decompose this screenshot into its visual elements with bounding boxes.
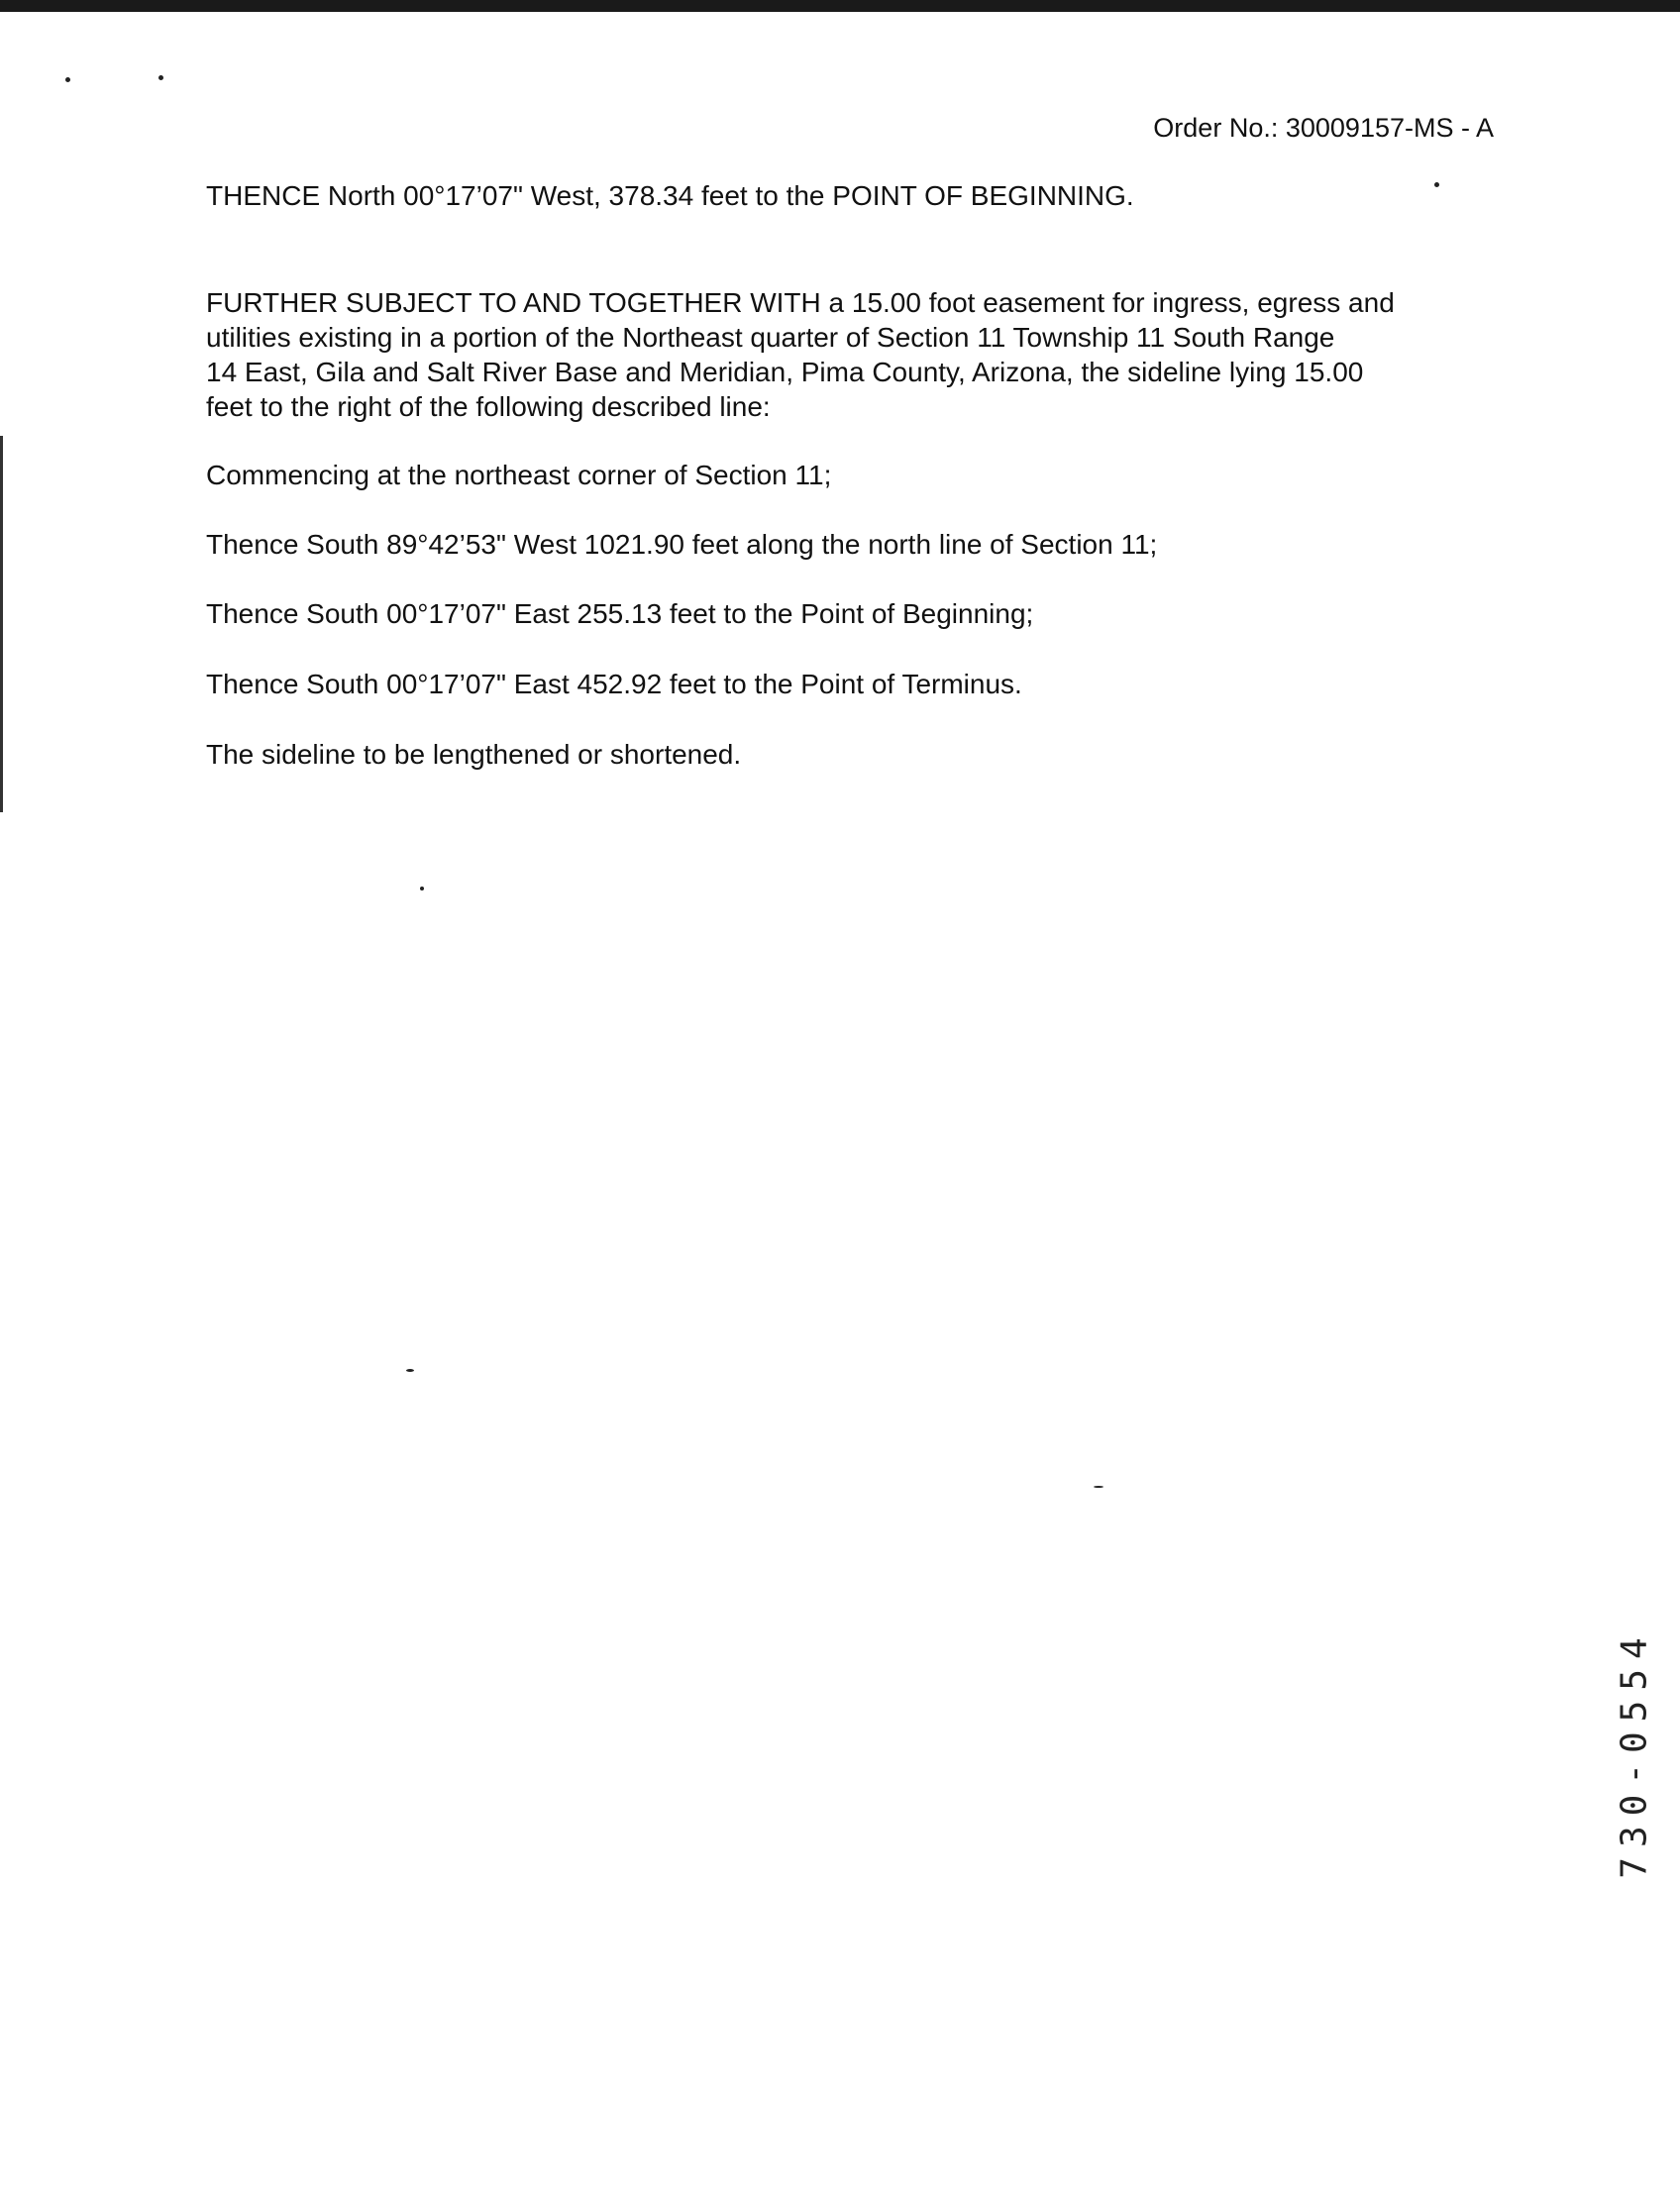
sideline-line: The sideline to be lengthened or shortened.: [206, 739, 742, 770]
order-number-header: [1153, 113, 1494, 144]
scan-speck: [1434, 182, 1439, 187]
scan-speck: [406, 1369, 414, 1372]
thence-north-line: THENCE North 00°17’07" West, 378.34 feet to the POINT OF BEGINNING.: [206, 180, 1134, 211]
easement-line-1: FURTHER SUBJECT TO AND TOGETHER WITH a 15.00 foot easement for ingress, egress and: [206, 287, 1395, 318]
scan-speck: [158, 75, 163, 80]
scan-speck: [420, 887, 424, 890]
commencing-line: Commencing at the northeast corner of Section 11;: [206, 460, 832, 490]
easement-line-2: utilities existing in a portion of the Northeast quarter of Section 11 Township 11 South Range: [206, 322, 1335, 353]
thence-beginning-line: Thence South 00°17’07" East 255.13 feet to the Point of Beginning;: [206, 598, 1034, 629]
scan-top-edge: [0, 0, 1680, 12]
scan-speck: [65, 77, 70, 82]
scan-left-edge: [0, 436, 3, 812]
easement-paragraph: [206, 285, 1494, 424]
scan-speck: [1094, 1486, 1103, 1488]
document-stamp-number: 730-0554: [1614, 1627, 1655, 1879]
thence-terminus-line: Thence South 00°17’07" East 452.92 feet to the Point of Terminus.: [206, 669, 1022, 699]
easement-line-4: feet to the right of the following described line:: [206, 391, 771, 422]
order-number-label: Order No.:: [1153, 113, 1279, 143]
easement-line-3: 14 East, Gila and Salt River Base and Meridian, Pima County, Arizona, the sideline lying 15.00: [206, 357, 1364, 387]
order-number-value: 30009157-MS - A: [1285, 113, 1494, 143]
thence-west-line: Thence South 89°42’53" West 1021.90 feet along the north line of Section 11;: [206, 529, 1158, 560]
document-stamp: [1605, 1575, 1664, 1932]
